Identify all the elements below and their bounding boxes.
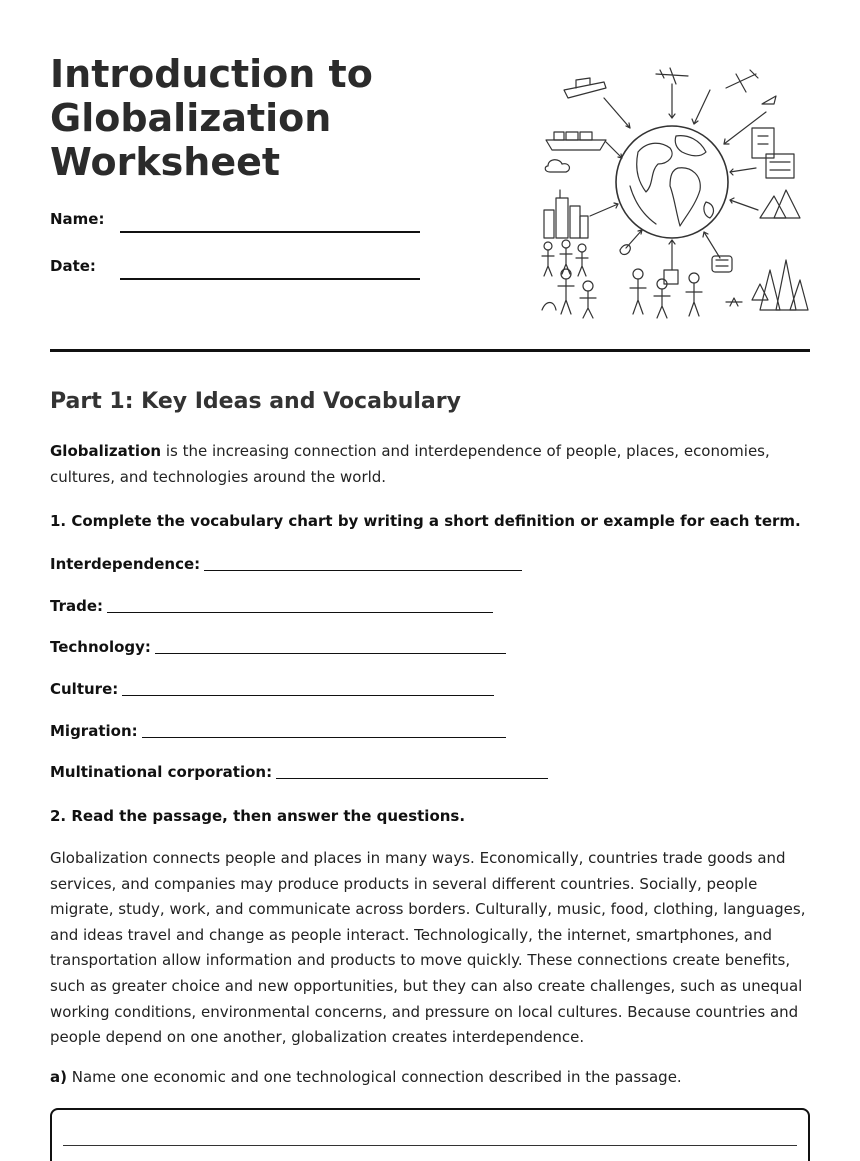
name-field[interactable] xyxy=(120,231,420,233)
name-label: Name: xyxy=(50,210,105,228)
header-divider xyxy=(50,349,810,352)
vocab-term: Migration: xyxy=(50,722,138,740)
vocab-term: Multinational corporation: xyxy=(50,763,273,781)
vocab-answer-blank[interactable] xyxy=(122,695,494,696)
vocab-term: Technology: xyxy=(50,638,151,656)
question-2a-label: a) xyxy=(50,1068,67,1086)
answer-box-2a[interactable] xyxy=(50,1108,810,1161)
part1-heading: Part 1: Key Ideas and Vocabulary xyxy=(50,389,461,414)
worksheet-title: Introduction to Globalization Worksheet xyxy=(50,52,373,184)
vocab-row-interdependence xyxy=(50,552,522,574)
question-2a xyxy=(50,1068,682,1086)
vocab-term: Trade: xyxy=(50,597,104,615)
vocab-row-technology xyxy=(50,635,506,657)
globe-connections-illustration xyxy=(530,60,810,322)
globalization-term: Globalization xyxy=(50,442,162,460)
answer-line xyxy=(63,1145,797,1146)
date-label: Date: xyxy=(50,257,96,275)
definition-text: is the increasing connection and interdependence of people, places, economies, cultures, and technologies around the world. xyxy=(50,442,770,486)
vocab-term: Interdependence: xyxy=(50,555,201,573)
vocab-answer-blank[interactable] xyxy=(107,612,493,613)
vocab-row-migration xyxy=(50,719,506,741)
vocab-answer-blank[interactable] xyxy=(142,737,506,738)
vocab-row-trade xyxy=(50,594,493,616)
vocab-answer-blank[interactable] xyxy=(204,570,522,571)
globalization-definition xyxy=(50,438,810,490)
vocab-row-multinational-corporation xyxy=(50,760,548,782)
vocab-term: Culture: xyxy=(50,680,119,698)
reading-passage: Globalization connects people and places in many ways. Economically, countries trade goods and services, and companies may produce products in several different countries. Socially, people migrate, study, work, and communicate across borders. Culturally, music, food, clothing, languages, and ideas travel and change as people interact. Technologically, the internet, smartphones, and transportation allow information and products to move quickly. These connections create benefits, such as greater choice and new opportunities, but they can also create challenges, such as unequal working conditions, environmental concerns, and pressure on local cultures. Because countries and people depend on one another, globalization creates interdependence. xyxy=(50,849,806,1047)
question-2a-text: Name one economic and one technological connection described in the passage. xyxy=(66,1068,682,1086)
question-1-heading: 1. Complete the vocabulary chart by writing a short definition or example for each term. xyxy=(50,512,801,530)
date-field[interactable] xyxy=(120,278,420,280)
question-2-heading: 2. Read the passage, then answer the questions. xyxy=(50,807,466,825)
vocab-answer-blank[interactable] xyxy=(276,778,548,779)
vocab-answer-blank[interactable] xyxy=(155,653,506,654)
vocab-row-culture xyxy=(50,677,494,699)
